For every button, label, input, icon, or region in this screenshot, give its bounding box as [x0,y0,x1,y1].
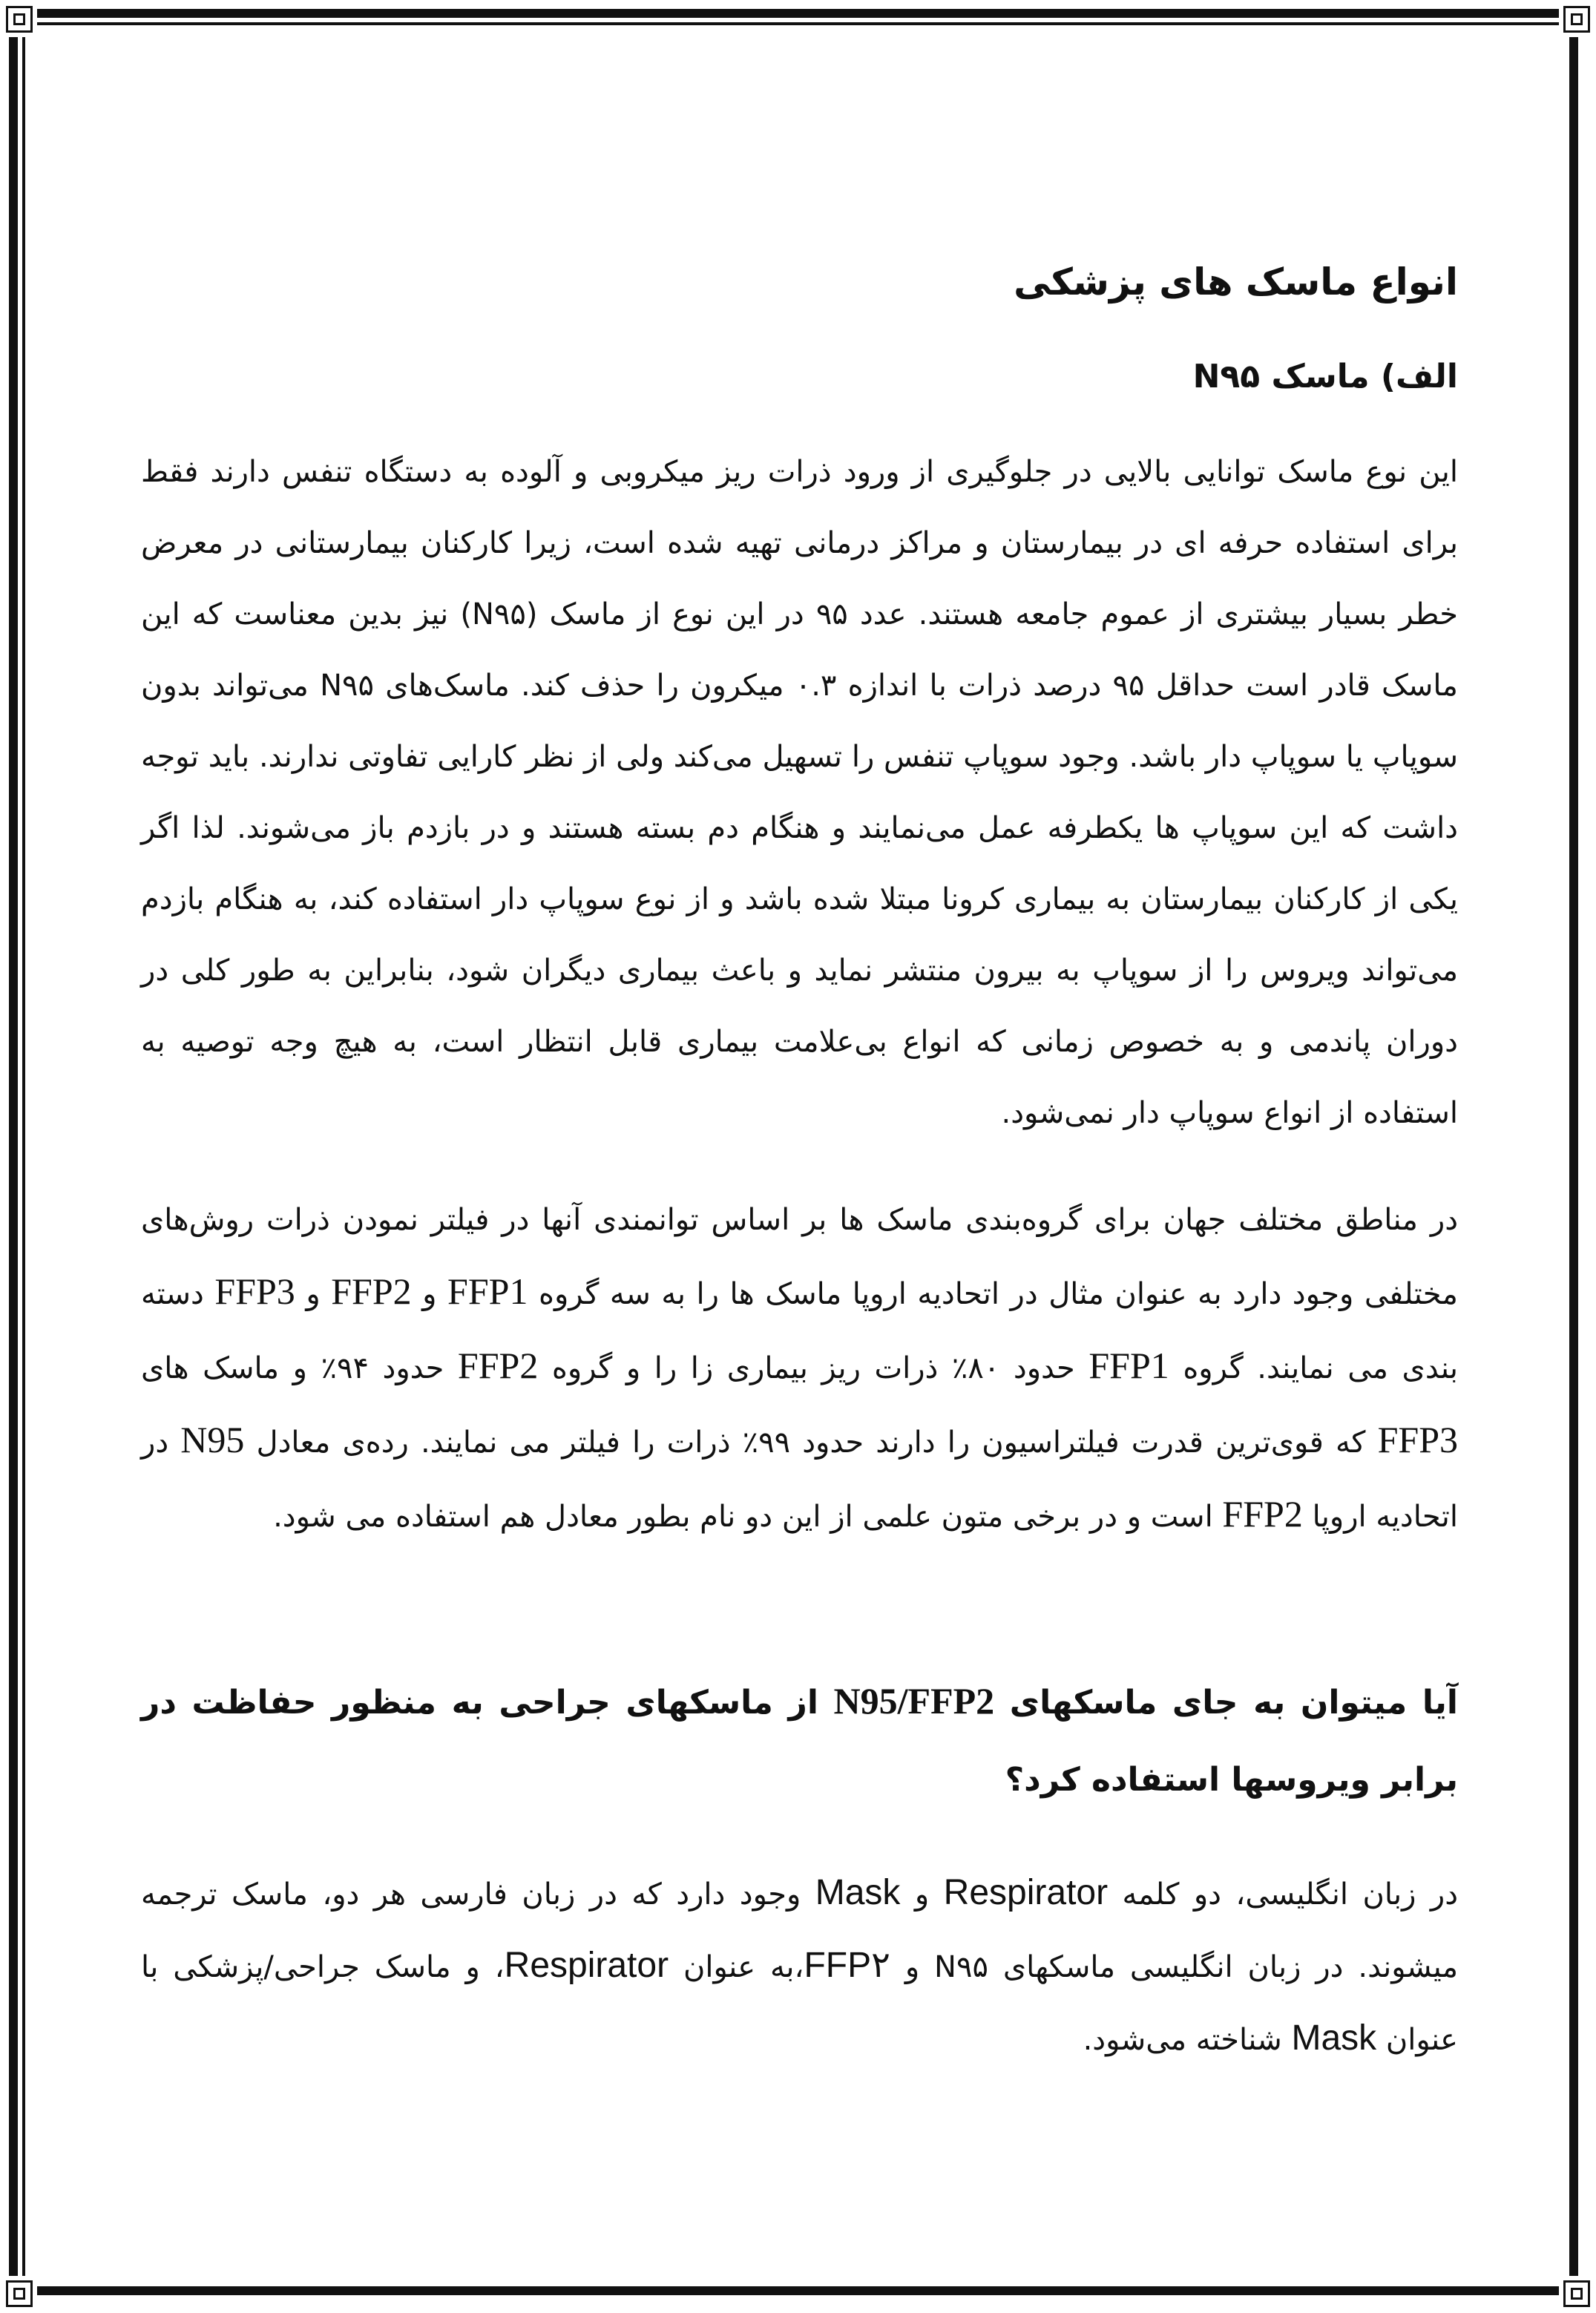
term-n95-ffp2: N95/FFP2 [833,1680,995,1722]
text-run: وجود دارد که در زبان فارسی هر دو، ماسک ترجمه میشوند. در زبان انگلیسی ماسکهای [141,1877,1459,1984]
text-run: دسته بندی می نمایند. گروه [141,1277,1459,1385]
term-ffp1: FFP1 [1088,1345,1169,1386]
term-ffp2: FFP2 [331,1270,412,1312]
text-run: حدود ۹۴٪ و ماسک های [141,1351,444,1385]
term-ffp2: FFP۲ [804,1946,890,1985]
term-ffp1: FFP1 [447,1270,528,1312]
paragraph-ffp-classification [141,1184,1458,1552]
term-mask: Mask [1291,2018,1377,2058]
term-mask: Mask [815,1873,901,1912]
term-n95: N95 [180,1419,245,1460]
paragraph-respirator-vs-mask [141,1857,1458,2076]
term-ffp3: FFP3 [1377,1419,1459,1460]
question-text: آیا میتوان به جای ماسکهای [1009,1684,1458,1722]
document-body [141,245,1458,2111]
term-ffp3: FFP3 [214,1270,295,1312]
text-run: است و در برخی متون علمی از این دو نام بطور معادل هم استفاده می شود. [273,1500,1213,1534]
text-run: و [914,1877,930,1912]
text-run: شناخته می‌شود. [1083,2023,1282,2057]
corner-ornament-bottom-right [1559,2276,1595,2312]
text-run: و [306,1277,321,1311]
question-heading [141,1662,1458,1819]
paragraph-n95-description: این نوع ماسک توانایی بالایی در جلوگیری از ورود ذرات ریز میکروبی و آلوده به دستگاه تنفس دارند فقط برای استفاده حرفه ای در بیمارستان و مراکز درمانی تهیه شده است، زیرا کارکنان بیمارستانی در معرض خطر بسیار بیشتری از عموم جامعه هستند. عدد ۹۵ در این نوع از ماسک (N۹۵) نیز بدین معناست که این ماسک قادر است حداقل ۹۵ درصد ذرات با اندازه ۰.۳ میکرون را حذف کند. ماسک‌های N۹۵ می‌تواند بدون سوپاپ یا سوپاپ دار باشد. وجود سوپاپ تنفس را تسهیل می‌کند ولی از نظر کارایی تفاوتی ندارند. باید توجه داشت که این سوپاپ ها یکطرفه عمل می‌نمایند و هنگام دم بسته هستند و در بازدم باز می‌شوند. لذا اگر یکی از کارکنان بیمارستان به بیماری کرونا مبتلا شده باشد و از نوع سوپاپ دار استفاده کند، به هنگام بازدم می‌تواند ویروس را از سوپاپ به بیرون منتشر نماید و باعث بیماری دیگران شود، بنابراین به طور کلی در دوران پاندمی و به خصوص زمانی که انواع بی‌علامت بیماری قابل انتظار است، به هیچ وجه توصیه به استفاده از انواع سوپاپ دار نمی‌شود. [141,455,1459,1130]
text-run: و [904,1950,920,1984]
question-text: از ماسکهای جراحی به منظور حفاظت در برابر ویروسها استفاده کرد؟ [141,1684,1458,1799]
text-run: که قوی‌ترین قدرت فیلتراسیون را دارند حدود ۹۹٪ ذرات را فیلتر می نمایند. رده‌ی معادل [256,1425,1366,1460]
page-title: انواع ماسک های پزشکی [1014,260,1458,304]
section-heading-n95 [141,340,1458,414]
text-run: ، و ماسک جراحی/پزشکی با عنوان [141,1950,1458,2057]
term-ffp2: FFP2 [1222,1493,1303,1535]
corner-ornament-bottom-left [1,2276,37,2312]
corner-ornament-top-right [1559,1,1595,37]
text-run: ،به عنوان [683,1950,804,1984]
section-heading-model: N۹۵ [1192,358,1261,396]
term-ffp2: FFP2 [457,1345,539,1386]
corner-ornament-top-left [1,1,37,37]
text-run: در اتحادیه اروپا [141,1425,1458,1534]
term-respirator: Respirator [504,1946,669,1985]
term-n95: N۹۵ [934,1950,988,1984]
term-respirator: Respirator [943,1873,1109,1912]
text-run: در زبان انگلیسی، دو کلمه [1122,1877,1459,1912]
text-run: در مناطق مختلف جهان برای گروه‌بندی ماسک ها بر اساس توانمندی آنها در فیلتر نمودن ذرات روش‌های مختلفی وجود دارد به عنوان مثال در اتحادیه اروپا ماسک ها را به سه گروه [141,1203,1458,1311]
text-run: حدود ۸۰٪ ذرات ریز بیماری زا را و گروه [551,1351,1075,1385]
section-heading-prefix: الف) ماسک [1271,358,1458,396]
text-run: و [422,1277,437,1311]
